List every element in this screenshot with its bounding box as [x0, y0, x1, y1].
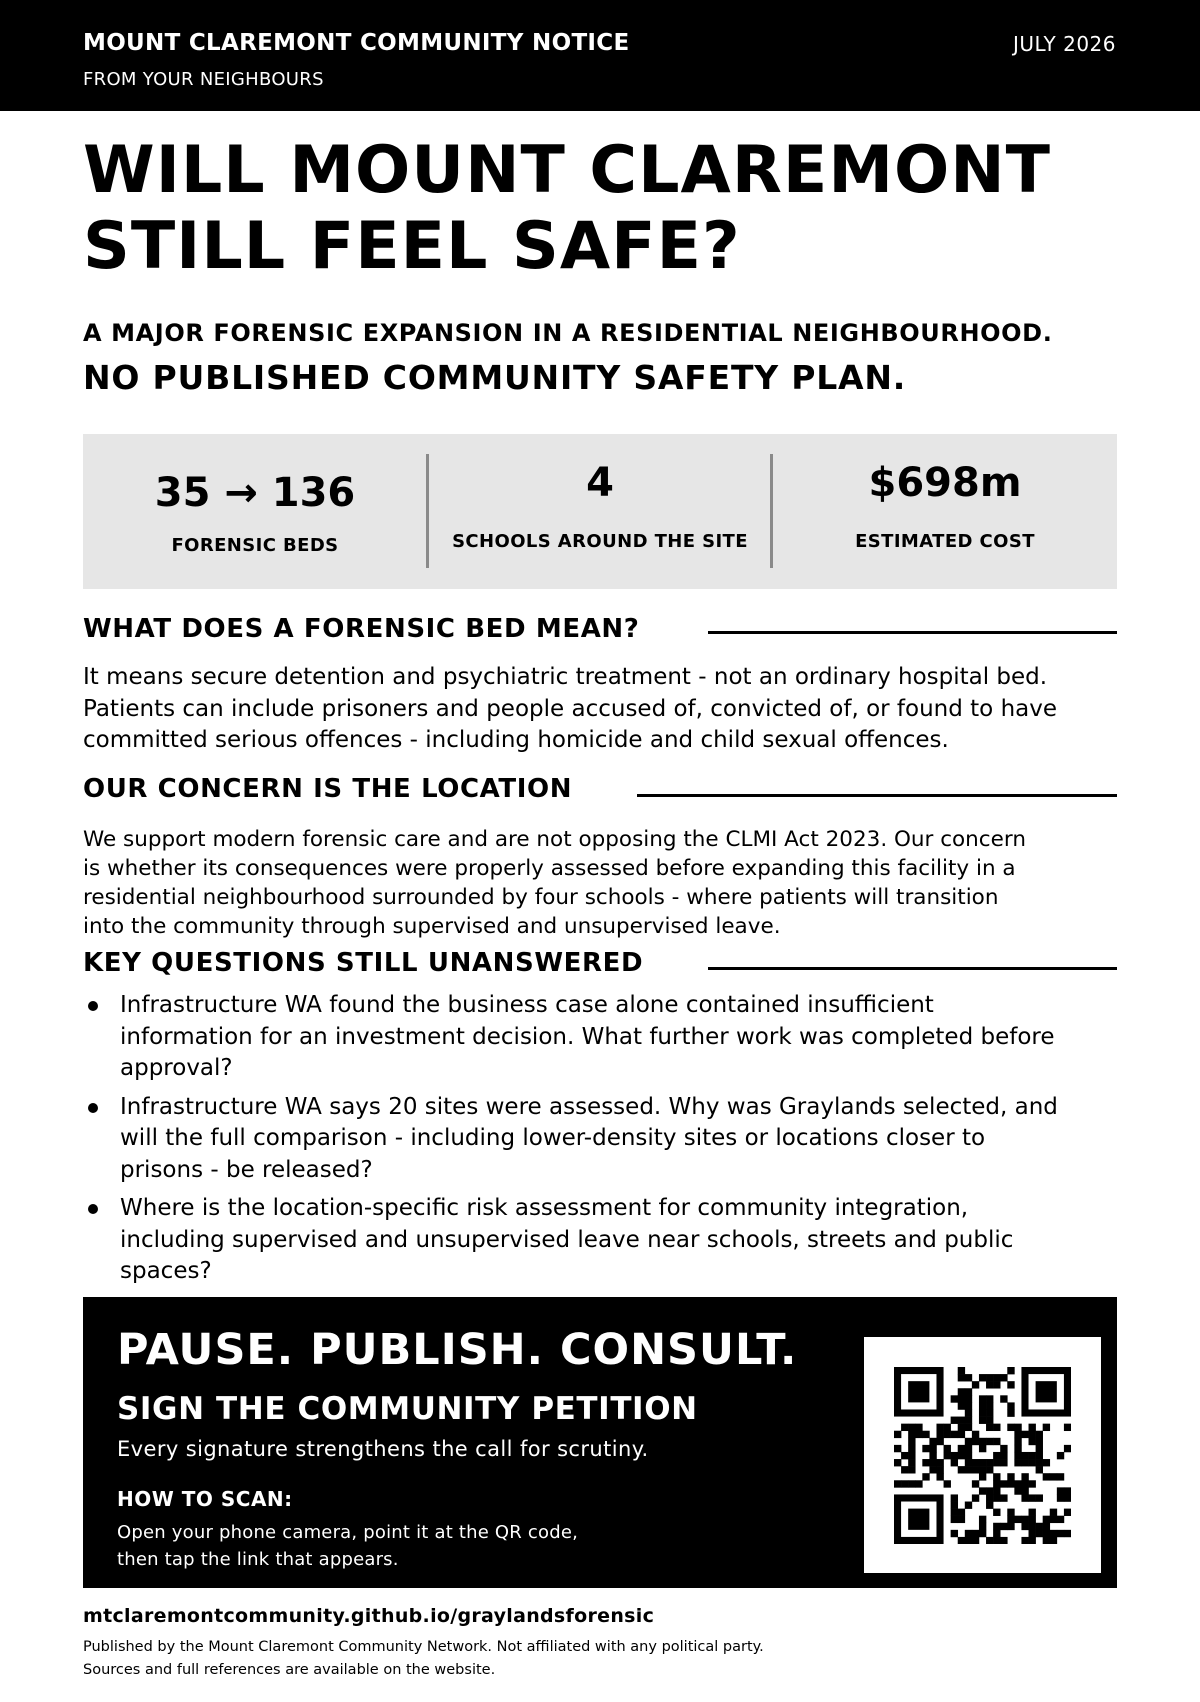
question-line: Where is the location-specific risk assessment for community integration,	[120, 1195, 969, 1221]
petition-qr-code[interactable]	[864, 1337, 1101, 1573]
stat-cost	[773, 434, 1117, 589]
scan-instruction-line: Open your phone camera, point it at the QR code,	[117, 1522, 579, 1543]
notice-header	[0, 0, 1200, 111]
section-heading-forensic-bed	[83, 614, 1117, 648]
kicker-line-2: NO PUBLISHED COMMUNITY SAFETY PLAN.	[83, 358, 907, 397]
section-title: OUR CONCERN IS THE LOCATION	[83, 774, 573, 804]
petition-tagline: Every signature strengthens the call for scrutiny.	[117, 1437, 649, 1461]
paragraph-line: It means secure detention and psychiatric treatment - not an ordinary hospital bed.	[83, 664, 1048, 690]
cta-headline: PAUSE. PUBLISH. CONSULT.	[117, 1325, 798, 1375]
question-line: including supervised and unsupervised leave near schools, streets and public	[120, 1226, 1014, 1253]
stat-label: SCHOOLS AROUND THE SITE	[452, 531, 748, 552]
question-item	[83, 1092, 1123, 1187]
qr-code-icon	[894, 1367, 1071, 1544]
scan-instructions-title: HOW TO SCAN:	[117, 1487, 293, 1511]
publisher-note	[83, 1636, 764, 1682]
publisher-note-line: Sources and full references are available on the website.	[83, 1662, 496, 1678]
headline-line-1: WILL MOUNT CLAREMONT	[83, 133, 1051, 208]
headline-line-2: STILL FEEL SAFE?	[83, 209, 741, 284]
forensic-bed-paragraph	[83, 662, 1123, 757]
question-item	[83, 990, 1123, 1085]
publisher-note-line: Published by the Mount Claremont Community Network. Not affiliated with any political party.	[83, 1639, 764, 1655]
question-line: Infrastructure WA says 20 sites were assessed. Why was Graylands selected, and	[120, 1093, 1058, 1120]
scan-instructions	[117, 1519, 637, 1573]
section-title: KEY QUESTIONS STILL UNANSWERED	[83, 948, 644, 978]
section-title: WHAT DOES A FORENSIC BED MEAN?	[83, 614, 640, 644]
website-url[interactable]: mtclaremontcommunity.github.io/graylandsforensic	[83, 1605, 655, 1627]
notice-subtitle: FROM YOUR NEIGHBOURS	[83, 69, 324, 90]
question-line: spaces?	[120, 1258, 212, 1284]
paragraph-line: Patients can include prisoners and people accused of, convicted of, or found to have	[83, 695, 1057, 722]
stat-label: FORENSIC BEDS	[171, 535, 339, 556]
stat-value: 35 → 136	[154, 470, 356, 516]
questions-list	[83, 990, 1123, 1295]
bullet-icon	[88, 1204, 98, 1214]
scan-instruction-line: then tap the link that appears.	[117, 1549, 399, 1570]
paragraph-line: is whether its consequences were properly assessed before expanding this facility in a	[83, 856, 1016, 881]
section-rule	[637, 794, 1117, 797]
stat-value: $698m	[868, 460, 1022, 506]
question-line: Infrastructure WA found the business case alone contained insufficient	[120, 992, 934, 1018]
question-line: prisons - be released?	[120, 1156, 373, 1183]
petition-call-to-action	[83, 1297, 1117, 1588]
section-heading-location	[83, 774, 1117, 808]
headline	[83, 133, 1123, 285]
question-line: will the full comparison - including lower-density sites or locations closer to	[120, 1125, 986, 1151]
notice-date: JULY 2026	[1013, 32, 1116, 56]
section-heading-questions	[83, 948, 1117, 982]
paragraph-line: residential neighbourhood surrounded by four schools - where patients will transition	[83, 885, 999, 910]
stats-panel	[83, 434, 1117, 589]
question-line: approval?	[120, 1055, 233, 1081]
paragraph-line: We support modern forensic care and are not opposing the CLMI Act 2023. Our concern	[83, 827, 1026, 852]
bullet-icon	[88, 1001, 98, 1011]
paragraph-line: into the community through supervised and unsupervised leave.	[83, 914, 781, 939]
bullet-icon	[88, 1103, 98, 1113]
question-item	[83, 1193, 1123, 1288]
section-rule	[708, 631, 1117, 634]
stat-value: 4	[586, 460, 614, 506]
paragraph-line: committed serious offences - including homicide and child sexual offences.	[83, 727, 949, 753]
petition-title: SIGN THE COMMUNITY PETITION	[117, 1391, 698, 1427]
kicker-line-1: A MAJOR FORENSIC EXPANSION IN A RESIDENTIAL NEIGHBOURHOOD.	[83, 319, 1053, 347]
location-paragraph	[83, 825, 1123, 941]
section-rule	[708, 967, 1117, 970]
notice-org-title: MOUNT CLAREMONT COMMUNITY NOTICE	[83, 30, 630, 56]
stat-label: ESTIMATED COST	[855, 531, 1035, 552]
stat-forensic-beds	[83, 434, 427, 589]
stat-schools	[428, 434, 772, 589]
question-line: information for an investment decision. What further work was completed before	[120, 1023, 1055, 1050]
